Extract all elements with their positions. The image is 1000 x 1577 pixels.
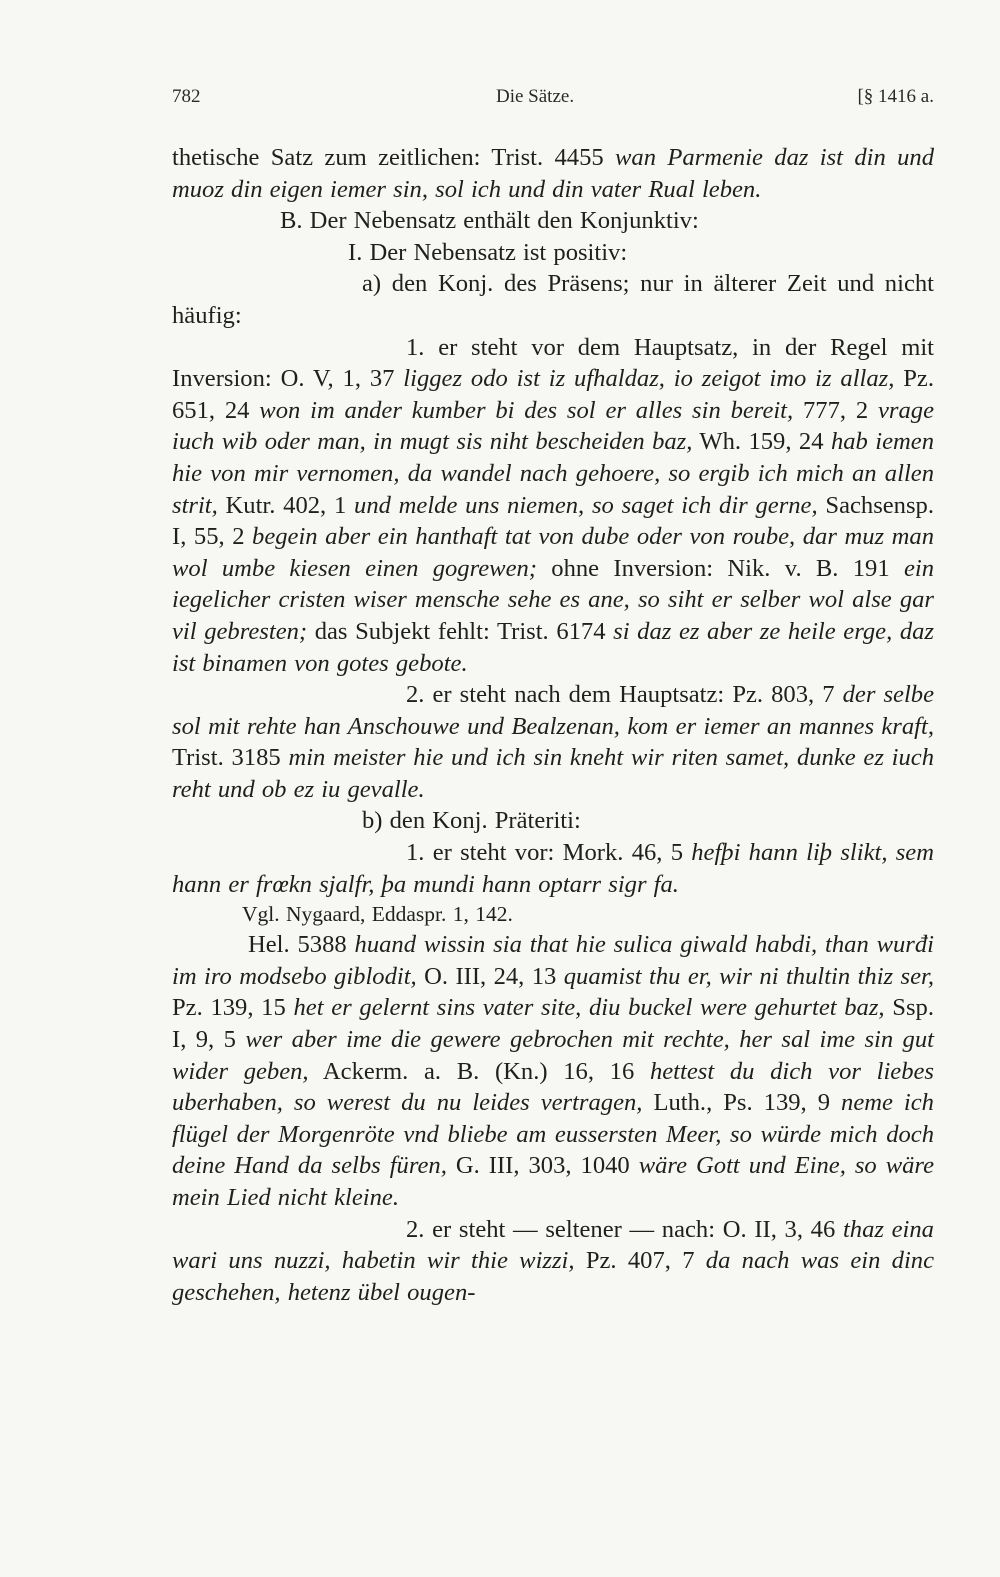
text-run: B. Der Nebensatz enthält den Konjunktiv: bbox=[280, 207, 699, 235]
italic-quotation: wer aber ime die gewere gebrochen mit rechte, her sal ime sin gut wider geben, bbox=[172, 1026, 934, 1085]
italic-quotation: het er gelernt sins vater site, diu buckel were gehurtet baz, bbox=[293, 994, 885, 1022]
italic-quotation: si daz ez aber ze heile erge, daz ist binamen von gotes gebote. bbox=[172, 617, 934, 677]
text-run: Luth., Ps. 139, 9 bbox=[642, 1089, 842, 1117]
page-number: 782 bbox=[172, 86, 201, 107]
text-run: thetische Satz zum zeitlichen: Trist. 4455 bbox=[172, 144, 615, 171]
text-run: 2. er steht nach dem Hauptsatz: Pz. 803, 7 bbox=[406, 681, 843, 709]
text-run: Kutr. 402, 1 bbox=[217, 491, 355, 519]
text-run: Hel. 5388 bbox=[248, 931, 355, 959]
running-header bbox=[172, 86, 934, 120]
text-run: Pz. 407, 7 bbox=[574, 1247, 706, 1275]
paragraph bbox=[172, 1214, 934, 1309]
italic-quotation: won im ander kumber bi des sol er alles sin bereit, bbox=[259, 396, 794, 424]
text-run: Ackerm. a. B. (Kn.) 16, 16 bbox=[308, 1057, 650, 1085]
italic-quotation: und melde uns niemen, so saget ich dir gerne, bbox=[354, 491, 818, 519]
heading-a bbox=[172, 268, 934, 331]
heading-b-praeteriti bbox=[172, 805, 934, 837]
text-run: I. Der Nebensatz ist positiv: bbox=[348, 238, 628, 266]
text-run: Pz. 139, 15 bbox=[172, 994, 294, 1022]
text-run: 1. er steht vor dem Hauptsatz, in der Regel mit Inversion: O. V, 1, 37 bbox=[172, 333, 934, 393]
heading-i bbox=[172, 237, 934, 269]
text-run: Ssp. I, 9, 5 bbox=[172, 994, 934, 1054]
italic-quotation: huand wissin sia that hie sulica giwald habdi, than wurđi im iro modsebo giblodit, bbox=[172, 931, 934, 990]
italic-quotation: begein aber ein hanthaft tat von dube oder von roube, dar muz man wol umbe kiesen einen gogrewen; bbox=[172, 523, 934, 582]
text-run: ohne Inversion: Nik. v. B. 191 bbox=[536, 554, 904, 582]
text-run: das Subjekt fehlt: Trist. 6174 bbox=[307, 617, 614, 645]
paragraph bbox=[172, 679, 934, 805]
section-reference: [§ 1416 a. bbox=[857, 86, 934, 107]
text-run: O. III, 24, 13 bbox=[416, 962, 564, 990]
text-run: 2. er steht — seltener — nach: O. II, 3, 46 bbox=[406, 1215, 843, 1243]
italic-quotation: wan Parmenie daz ist din und muoz din eigen iemer sin, sol ich und din vater Rual leben. bbox=[172, 144, 934, 203]
paragraph bbox=[172, 837, 934, 900]
reference-note bbox=[172, 900, 934, 929]
italic-quotation: neme ich flügel der Morgenröte vnd bliebe am eussersten Meer, so würde mich doch deine Hand da selbs füren, bbox=[172, 1089, 934, 1180]
text-run: b) den Konj. Präteriti: bbox=[362, 807, 581, 835]
text-run: Wh. 159, 24 bbox=[692, 428, 831, 456]
italic-quotation: quamist thu er, wir ni thultin thiz ser, bbox=[563, 962, 934, 990]
paragraph bbox=[172, 929, 934, 1213]
paragraph bbox=[172, 332, 934, 680]
italic-quotation: hefþi hann liþ slikt, sem hann er frœkn sjalfr, þa mundi hann optarr sigr fa. bbox=[172, 839, 934, 898]
italic-quotation: thaz eina wari uns nuzzi, habetin wir thie wizzi, bbox=[172, 1215, 934, 1275]
italic-quotation: liggez odo ist iz ufhaldaz, io zeigot imo iz allaz, bbox=[403, 365, 895, 393]
text-run: Sachsensp. I, 55, 2 bbox=[172, 491, 934, 551]
italic-quotation: hettest du dich vor liebes uberhaben, so werest du nu leides vertragen, bbox=[172, 1057, 934, 1117]
italic-quotation: hab iemen hie von mir vernomen, da wandel nach gehoere, so ergib ich mich an allen strit, bbox=[172, 428, 934, 519]
text-run: Trist. 3185 bbox=[172, 744, 289, 772]
heading-b bbox=[172, 205, 934, 237]
text-run: Pz. 651, 24 bbox=[172, 365, 934, 424]
text-run: Vgl. Nygaard, Eddaspr. 1, 142. bbox=[242, 902, 513, 927]
running-title: Die Sätze. bbox=[496, 86, 575, 107]
italic-quotation: wäre Gott und Eine, so wäre mein Lied nicht kleine. bbox=[172, 1152, 934, 1211]
text-run: 1. er steht vor: Mork. 46, 5 bbox=[406, 839, 692, 867]
text-run: a) den Konj. des Präsens; nur in älterer Zeit und nicht häufig: bbox=[172, 270, 934, 329]
italic-quotation: min meister hie und ich sin kneht wir riten samet, dunke ez iuch reht und ob ez iu gevalle. bbox=[172, 744, 935, 803]
italic-quotation: vrage iuch wib oder man, in mugt sis niht bescheiden baz, bbox=[172, 396, 934, 456]
italic-quotation: ein iegelicher cristen wiser mensche sehe es ane, so siht er selber wol alse gar vil gebresten; bbox=[172, 554, 934, 645]
paragraph bbox=[172, 142, 934, 205]
text-run: G. III, 303, 1040 bbox=[446, 1152, 639, 1180]
body-text bbox=[172, 142, 934, 1308]
italic-quotation: der selbe sol mit rehte han Anschouwe und Bealzenan, kom er iemer an mannes kraft, bbox=[172, 681, 934, 740]
text-run: 777, 2 bbox=[793, 396, 878, 424]
italic-quotation: da nach was ein dinc geschehen, hetenz übel ougen- bbox=[172, 1247, 934, 1306]
